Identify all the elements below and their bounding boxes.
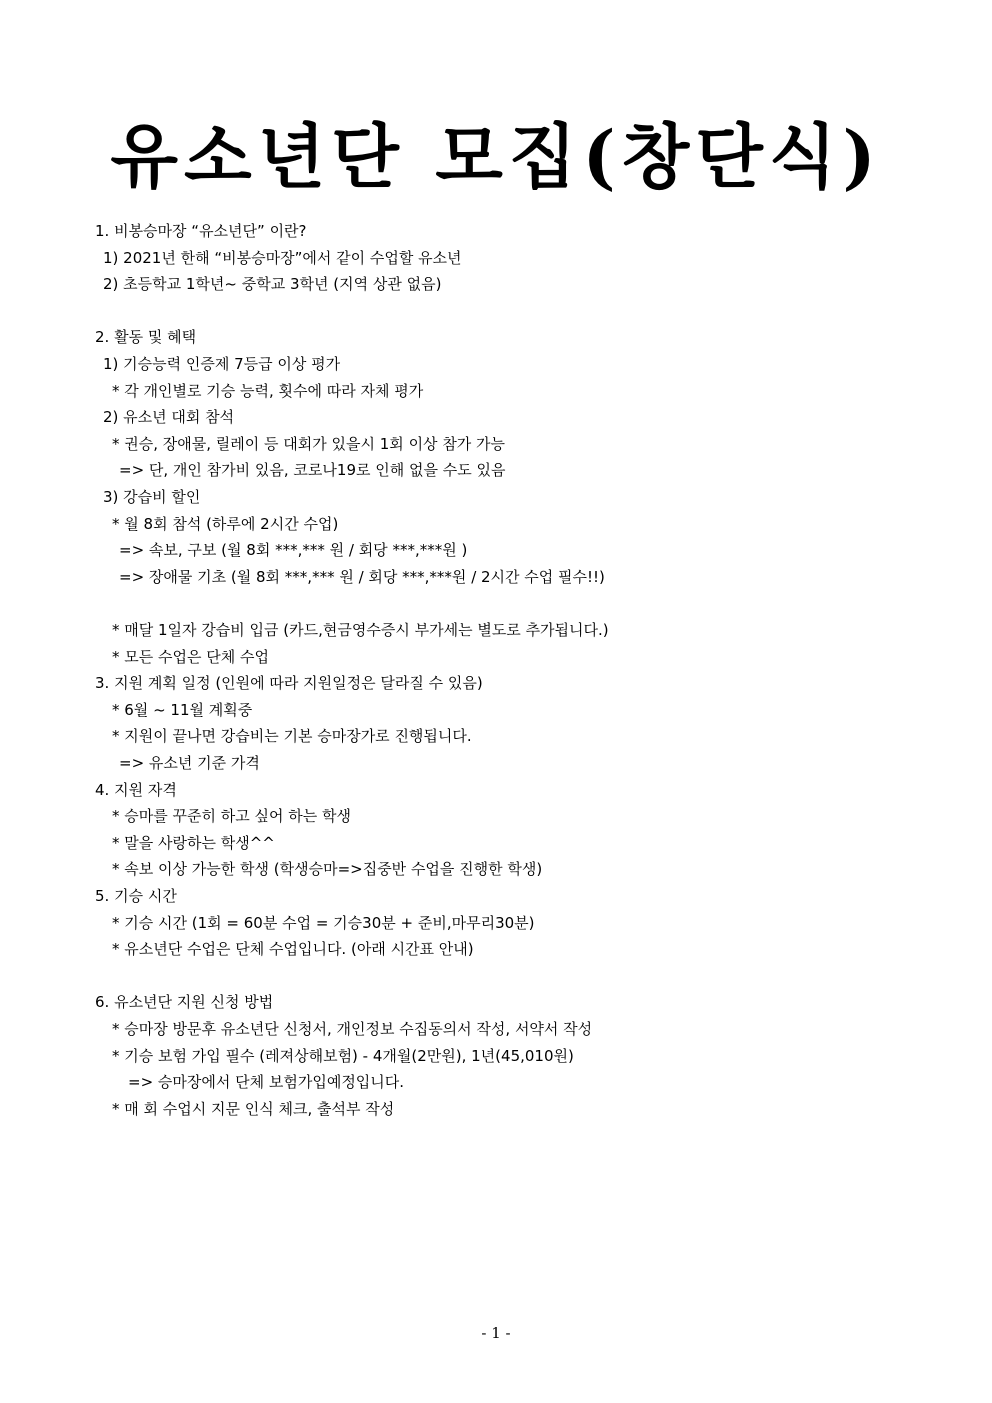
text-line: * 매달 1일자 강습비 입금 (카드,현금영수증시 부가세는 별도로 추가됩니다.) [112, 621, 609, 639]
text-line: * 기승 시간 (1회 = 60분 수업 = 기승30분 + 준비,마무리30분) [112, 913, 535, 932]
document-title: 유소년단 모집(창단식) [110, 115, 882, 198]
text-line: * 각 개인별로 기승 능력, 횟수에 따라 자체 평가 [112, 381, 424, 400]
text-line: 3) 강습비 할인 [103, 488, 201, 506]
text-line: * 권승, 장애물, 릴레이 등 대회가 있을시 1회 이상 참가 가능 [112, 434, 506, 453]
text-line: * 기승 보험 가입 필수 (레져상해보험) - 4개월(2만원), 1년(45,010원) [112, 1046, 574, 1065]
text-line: 1) 기승능력 인증제 7등급 이상 평가 [103, 355, 341, 373]
text-line: * 지원이 끝나면 강습비는 기본 승마장가로 진행됩니다. [112, 727, 472, 746]
text-line: => 장애물 기초 (월 8회 ***,*** 원 / 회당 ***,***원 / 2시간 수업 필수!!) [119, 567, 605, 586]
text-line: => 승마장에서 단체 보험가입예정입니다. [128, 1073, 405, 1092]
text-line: 5. 기승 시간 [95, 887, 177, 905]
text-line: * 모든 수업은 단체 수업 [112, 647, 269, 666]
text-line: * 유소년단 수업은 단체 수업입니다. (아래 시간표 안내) [112, 940, 474, 959]
text-line: * 승마를 꾸준히 하고 싶어 하는 학생 [112, 807, 351, 826]
page-number: - 1 - [481, 1324, 511, 1342]
text-line: 2. 활동 및 혜택 [95, 328, 197, 347]
text-line: 3. 지원 계획 일정 (인원에 따라 지원일정은 달라질 수 있음) [95, 674, 483, 693]
text-line: 2) 초등학교 1학년~ 중학교 3학년 (지역 상관 없음) [103, 275, 442, 294]
text-line: * 말을 사랑하는 학생^^ [112, 833, 275, 852]
text-line: * 매 회 수업시 지문 인식 체크, 출석부 작성 [112, 1099, 395, 1118]
text-line: 4. 지원 자격 [95, 780, 177, 799]
text-line: 1. 비봉승마장 “유소년단” 이란? [95, 222, 307, 240]
text-line: 1) 2021년 한해 “비봉승마장”에서 같이 수업할 유소년 [103, 248, 462, 267]
text-line: => 속보, 구보 (월 8회 ***,*** 원 / 회당 ***,***원 ) [119, 541, 468, 560]
text-line: 6. 유소년단 지원 신청 방법 [95, 993, 274, 1012]
text-line: * 승마장 방문후 유소년단 신청서, 개인정보 수집동의서 작성, 서약서 작성 [112, 1020, 593, 1038]
text-line: 2) 유소년 대회 참석 [103, 408, 235, 427]
text-line: => 유소년 기준 가격 [119, 754, 260, 772]
text-line: * 6월 ~ 11월 계획중 [112, 700, 253, 719]
text-line: * 속보 이상 가능한 학생 (학생승마=>집중반 수업을 진행한 학생) [112, 860, 543, 879]
text-line: * 월 8회 참석 (하루에 2시간 수업) [112, 514, 339, 533]
text-line: => 단, 개인 참가비 있음, 코로나19로 인해 없을 수도 있음 [119, 461, 506, 480]
